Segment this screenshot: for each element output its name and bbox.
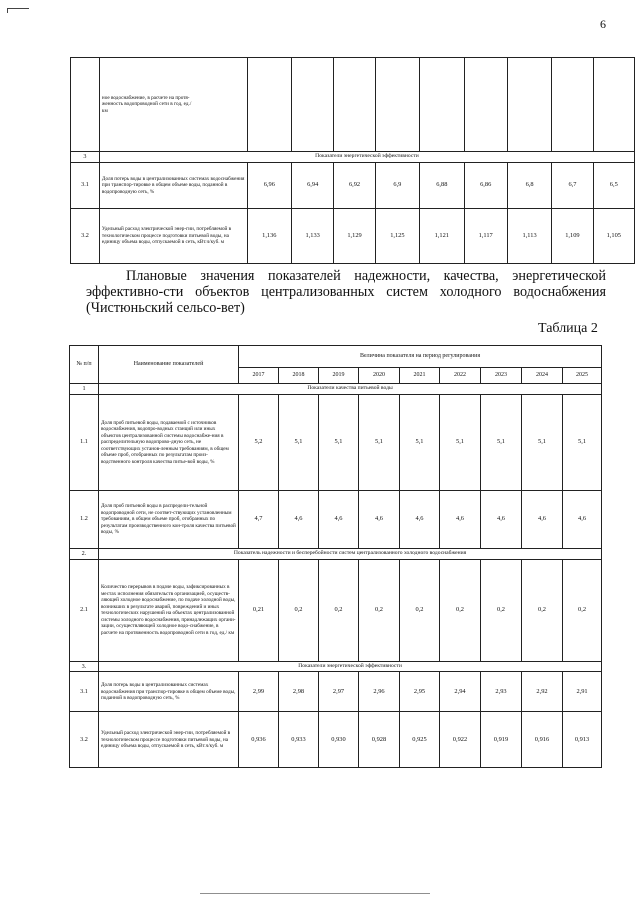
indicator-value: 2,97 xyxy=(319,672,359,712)
year-header: 2020 xyxy=(359,368,400,384)
indicator-value xyxy=(334,58,375,152)
indicator-value: 6,88 xyxy=(420,162,464,208)
indicator-value: 4,6 xyxy=(522,490,563,548)
column-header-number: № п/п xyxy=(70,346,99,384)
indicator-value: 0,925 xyxy=(400,712,440,768)
indicator-value: 6,96 xyxy=(247,162,291,208)
table-row xyxy=(70,712,602,768)
indicator-value xyxy=(464,58,507,152)
indicator-value: 5,1 xyxy=(279,394,319,490)
indicator-value xyxy=(507,58,551,152)
indicator-name: Количество перерывов в подаче воды, зафиксированных в местах исполнения обязательств организацией, осуществ-ляющей холодное водоснабжение, по подаче холодной воды, возникших в результате аварий, повреждений и иных технологических нарушений на объектах централизованной системы холодного водоснабжения, принадлежащих органи-зации, осуществляющей холодное водо-снабжение, в расчете на протяженность водопроводной сети в год, ед./ км xyxy=(99,559,239,661)
indicator-value: 4,7 xyxy=(239,490,279,548)
indicator-value: 0,922 xyxy=(440,712,481,768)
year-header: 2023 xyxy=(481,368,522,384)
indicator-value: 5,1 xyxy=(481,394,522,490)
row-number: 3. xyxy=(70,661,99,672)
indicator-value: 2,91 xyxy=(563,672,602,712)
indicator-value: 0,2 xyxy=(481,559,522,661)
indicator-value: 6,7 xyxy=(552,162,593,208)
indicator-value: 0,2 xyxy=(440,559,481,661)
indicator-value: 6,94 xyxy=(292,162,334,208)
page-number: 6 xyxy=(600,17,606,31)
table-row xyxy=(70,559,602,661)
column-header-name: Наименование показателей xyxy=(99,346,239,384)
indicator-value xyxy=(552,58,593,152)
row-number: 3.2 xyxy=(70,712,99,768)
indicator-value xyxy=(292,58,334,152)
table-row xyxy=(71,58,635,152)
indicator-value: 6,92 xyxy=(334,162,375,208)
column-header-period: Величина показателя на период регулирования xyxy=(239,346,602,368)
row-number: 2. xyxy=(70,548,99,559)
indicator-name: Удельный расход электрической энер-гии, потребляемой в технологическом процессе подготовки питьевой воды, на единицу объема воды, отпускаемой в сеть, кВт.ч/куб. м xyxy=(99,712,239,768)
indicator-value: 1,136 xyxy=(247,208,291,263)
row-number: 2.1 xyxy=(70,559,99,661)
section-row xyxy=(70,384,602,395)
indicator-value: 1,117 xyxy=(464,208,507,263)
indicator-value: 5,1 xyxy=(400,394,440,490)
year-header: 2022 xyxy=(440,368,481,384)
indicator-value: 5,1 xyxy=(440,394,481,490)
row-number: 3 xyxy=(71,152,100,163)
indicator-value: 0,21 xyxy=(239,559,279,661)
indicator-value: 0,913 xyxy=(563,712,602,768)
indicator-value: 6,5 xyxy=(593,162,634,208)
section-title: Показатель надежности и бесперебойности систем централизованного холодного водоснабжения xyxy=(99,548,602,559)
indicator-name: ное водоснабжение, в расчете на протя- женность водопроводной сети в год, ед./ км xyxy=(99,58,247,152)
indicator-value: 2,96 xyxy=(359,672,400,712)
indicator-name: Доля проб питьевой воды, подаваемой с источников водоснабжения, водопро-водных станций или иных объектов централизованной системы водоснабже-ния в распределительную водопрово-дную сеть, не соответствующих установ-ленным требованиям, в общем объеме проб, отобранных по результатам произ-водственного контроля качества питье-вой воды, % xyxy=(99,394,239,490)
row-number: 1.1 xyxy=(70,394,99,490)
indicator-value xyxy=(593,58,634,152)
indicator-value: 0,928 xyxy=(359,712,400,768)
indicator-value: 2,92 xyxy=(522,672,563,712)
table-row xyxy=(70,394,602,490)
year-header: 2024 xyxy=(522,368,563,384)
table-label: Таблица 2 xyxy=(538,321,598,336)
table-row xyxy=(70,490,602,548)
table-row xyxy=(71,162,635,208)
indicator-value: 1,113 xyxy=(507,208,551,263)
indicator-value: 0,2 xyxy=(563,559,602,661)
indicator-value: 0,930 xyxy=(319,712,359,768)
row-number: 3.1 xyxy=(71,162,100,208)
indicator-value: 0,2 xyxy=(279,559,319,661)
section-title: Показатели энергетической эффективности xyxy=(99,661,602,672)
row-number: 1 xyxy=(70,384,99,395)
indicator-value: 1,133 xyxy=(292,208,334,263)
indicator-value: 0,2 xyxy=(359,559,400,661)
section-heading: Плановые значения показателей надежности, качества, энергетической эффективно-сти объектов централизованных систем холодного водоснабжения (Чистюньский сельсо-вет) xyxy=(86,268,606,316)
row-number: 3.2 xyxy=(71,208,100,263)
indicator-value: 6,86 xyxy=(464,162,507,208)
indicator-value: 2,95 xyxy=(400,672,440,712)
indicators-table-2 xyxy=(69,345,602,768)
section-row xyxy=(70,661,602,672)
year-header: 2021 xyxy=(400,368,440,384)
indicator-value: 1,105 xyxy=(593,208,634,263)
indicator-name: Доля потерь воды в централизованных системах водоснабжения при транспор-тировке в общем объеме воды, поданной в водопроводную сеть, % xyxy=(99,162,247,208)
indicator-value: 2,94 xyxy=(440,672,481,712)
year-header: 2018 xyxy=(279,368,319,384)
indicator-value: 0,919 xyxy=(481,712,522,768)
indicator-value: 5,1 xyxy=(319,394,359,490)
scan-artifact xyxy=(7,8,8,13)
row-number: 1.2 xyxy=(70,490,99,548)
year-header: 2017 xyxy=(239,368,279,384)
year-header: 2019 xyxy=(319,368,359,384)
indicator-value: 6,9 xyxy=(375,162,419,208)
section-row xyxy=(70,548,602,559)
section-title: Показатели качества питьевой воды xyxy=(99,384,602,395)
row-number xyxy=(71,58,100,152)
section-row xyxy=(71,152,635,163)
indicator-value: 1,121 xyxy=(420,208,464,263)
indicator-value: 0,2 xyxy=(319,559,359,661)
year-header: 2025 xyxy=(563,368,602,384)
table-row xyxy=(71,208,635,263)
indicator-value: 6,8 xyxy=(507,162,551,208)
indicator-name: Доля потерь воды в централизованных системах водоснабжения при транспор-тировке в общем объеме воды, поданной в водопроводную сеть, % xyxy=(99,672,239,712)
row-number: 3.1 xyxy=(70,672,99,712)
indicator-value: 1,125 xyxy=(375,208,419,263)
indicator-value: 4,6 xyxy=(279,490,319,548)
indicators-table-continued xyxy=(70,57,635,264)
indicator-name: Доля проб питьевой воды в распредели-тельной водопроводной сети, не соответ-ствующих установленным требованиям, в общем объеме проб, отобранных по результатам производственного кон-троля качества питьевой воды, % xyxy=(99,490,239,548)
indicator-value: 4,6 xyxy=(440,490,481,548)
indicator-value: 5,2 xyxy=(239,394,279,490)
indicator-value: 1,109 xyxy=(552,208,593,263)
scan-artifact xyxy=(7,8,29,9)
indicator-value: 4,6 xyxy=(319,490,359,548)
indicator-value xyxy=(375,58,419,152)
indicator-value: 2,98 xyxy=(279,672,319,712)
indicator-value: 0,936 xyxy=(239,712,279,768)
section-title: Показатели энергетической эффективности xyxy=(99,152,634,163)
indicator-value: 0,2 xyxy=(400,559,440,661)
indicator-value xyxy=(420,58,464,152)
indicator-value: 5,1 xyxy=(522,394,563,490)
indicator-value: 1,129 xyxy=(334,208,375,263)
indicator-value: 4,6 xyxy=(359,490,400,548)
indicator-value: 0,916 xyxy=(522,712,563,768)
indicator-value: 2,99 xyxy=(239,672,279,712)
indicator-value: 4,6 xyxy=(481,490,522,548)
scan-artifact xyxy=(200,893,430,894)
indicator-value: 5,1 xyxy=(563,394,602,490)
indicator-value: 0,2 xyxy=(522,559,563,661)
indicator-value: 2,93 xyxy=(481,672,522,712)
indicator-value: 0,933 xyxy=(279,712,319,768)
indicator-value xyxy=(247,58,291,152)
table-row xyxy=(70,672,602,712)
indicator-value: 5,1 xyxy=(359,394,400,490)
indicator-name: Удельный расход электрической энер-гии, потребляемой в технологическом процессе подготовки питьевой воды, на единицу объема воды, отпускаемой в сеть, кВт.ч/куб. м xyxy=(99,208,247,263)
indicator-value: 4,6 xyxy=(563,490,602,548)
indicator-value: 4,6 xyxy=(400,490,440,548)
